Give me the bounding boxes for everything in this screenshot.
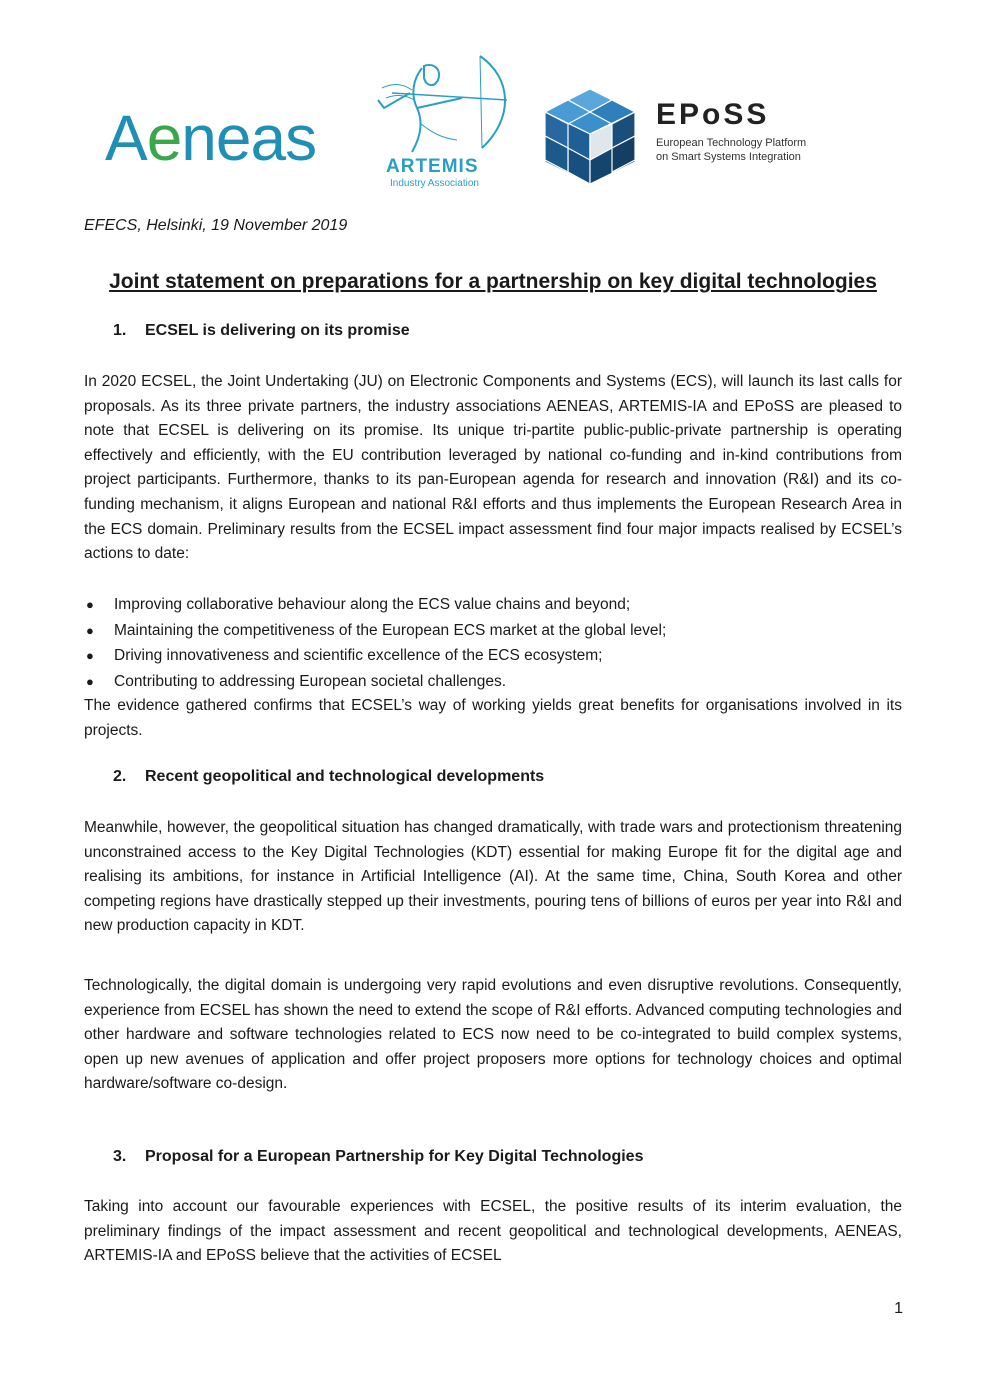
eposs-subtitle-line-2: on Smart Systems Integration [656,151,801,163]
section-3-number: 3. [113,1148,127,1165]
dateline: EFECS, Helsinki, 19 November 2019 [84,217,348,234]
list-item-text: Contributing to addressing European societal challenges. [114,672,507,690]
section-1-heading [113,322,410,340]
eposs-subtitle-line-1: European Technology Platform [656,137,807,149]
bullet-icon: ● [86,622,94,638]
section-3-heading [113,1148,643,1166]
section-2-paragraph-1: Meanwhile, however, the geopolitical situation has changed dramatically, with trade wars and protectionism threatening unconstrained access to the Key Digital Technologies (KDT) essential for making Europe fit for the digital age and realising its ambitions, for instance in Artificial Intelligence (AI). At the same time, China, South Korea and other competing regions have drastically stepped up their investments, pouring tens of billions of euros per year into R&I and new production capacity in KDT. [84,819,902,935]
aeneas-logo [105,102,317,174]
eposs-cube-icon [540,84,640,189]
section-2-heading [113,768,544,786]
section-1-closing: The evidence gathered confirms that ECSEL’s way of working yields great benefits for organisations involved in its projects. [84,697,902,739]
bullet-icon: ● [86,648,94,663]
list-item [84,592,902,618]
aeneas-logo-e: e [146,102,182,174]
section-1-number: 1. [113,322,127,339]
section-2-number: 2. [113,768,127,785]
bullet-icon: ● [86,673,94,689]
bullet-icon: ● [86,597,94,612]
list-item-text: Improving collaborative behaviour along the ECS value chains and beyond; [114,596,631,613]
section-1-paragraph: In 2020 ECSEL, the Joint Undertaking (JU) on Electronic Components and Systems (ECS), will launch its last calls for proposals. As its three private partners, the industry associations AENEAS, ARTEMIS-IA and EPoSS are pleased to note that ECSEL is delivering on its promise. Its unique tri-partite public-public-private partnership is operating effectively and efficiently, with the EU contribution leveraged by national co-funding and in-kind contributions from project participants. Furthermore, thanks to its pan-European agenda for research and innovation (R&I) and its co-funding mechanism, it aligns European and national R&I efforts and thus implements the European Research Area in the ECS domain. Preliminary results from the ECSEL impact assessment find four major impacts realised by ECSEL’s actions to date: [84,373,902,563]
artemis-archer-icon [362,48,522,158]
list-item [84,618,902,644]
list-item-text: Driving innovativeness and scientific excellence of the ECS ecosystem; [114,647,603,664]
section-3-paragraph: Taking into account our favourable experiences with ECSEL, the positive results of its interim evaluation, the preliminary findings of the impact assessment and recent geopolitical and technological developments, AENEAS, ARTEMIS-IA and EPoSS believe that the activities of ECSEL [84,1198,902,1265]
section-1-heading-text: ECSEL is delivering on its promise [145,322,410,339]
logo-bar [100,48,900,198]
list-item-text: Maintaining the competitiveness of the European ECS market at the global level; [114,621,667,639]
list-item [84,643,902,669]
section-3-heading-text: Proposal for a European Partnership for Key Digital Technologies [145,1148,644,1165]
eposs-subtitle [656,136,856,164]
artemis-subtitle: Industry Association [390,178,479,189]
document-title: Joint statement on preparations for a partnership on key digital technologies [109,270,877,293]
eposs-wordmark: EPoSS [656,98,770,131]
aeneas-logo-rest: neas [181,102,317,174]
page-number: 1 [894,1300,903,1317]
aeneas-logo-a: A [105,102,147,174]
section-2-paragraph-2: Technologically, the digital domain is undergoing very rapid evolutions and even disruptive revolutions. Consequently, experience from ECSEL has shown the need to extend the scope of R&I efforts. Advanced computing technologies and other hardware and software technologies related to ECS now need to be co-integrated to build complex systems, open up new avenues of application and offer project proposers more options for technology choices and optimal hardware/software co-design. [84,977,902,1093]
list-item [84,669,902,695]
section-1-bullet-list [84,592,902,694]
section-2-heading-text: Recent geopolitical and technological developments [145,768,545,785]
artemis-wordmark: ARTEMIS [386,156,479,177]
